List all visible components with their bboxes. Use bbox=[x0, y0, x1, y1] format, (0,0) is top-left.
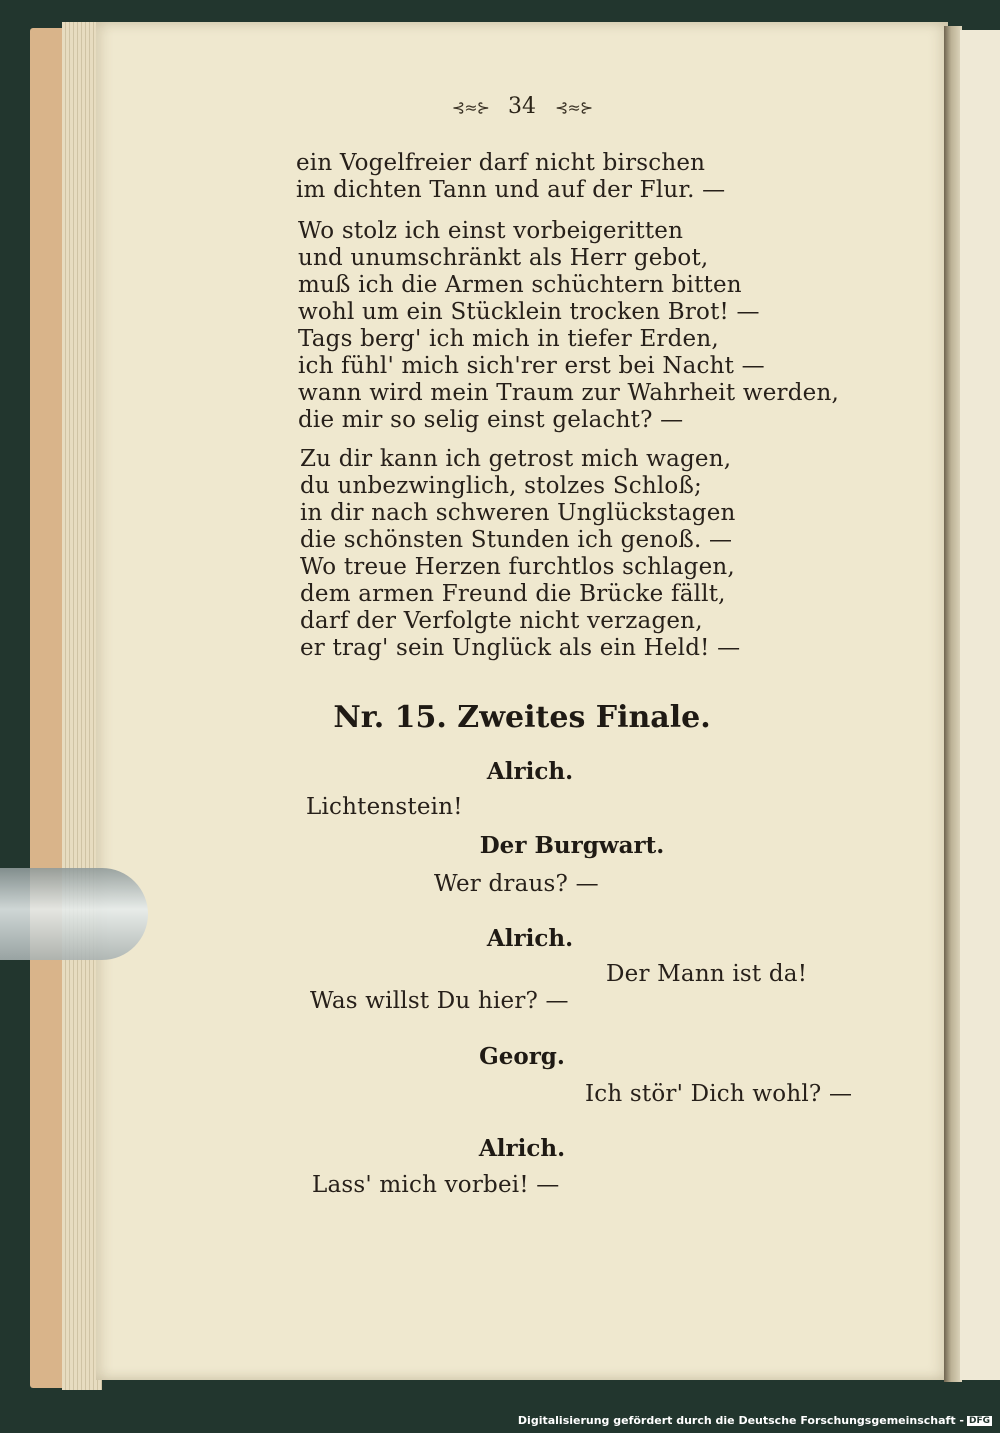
dialogue-line: Ich stör' Dich wohl? — bbox=[585, 1081, 853, 1107]
dialogue-line: Der Mann ist da! bbox=[606, 961, 808, 987]
verse-line: Wo stolz ich einst vorbeigeritten bbox=[298, 218, 684, 244]
verse-line: dem armen Freund die Brücke fällt, bbox=[300, 581, 726, 607]
digitization-credit bbox=[518, 1414, 992, 1427]
ornament-right-icon: ⊰≈⊱ bbox=[555, 97, 593, 117]
dialogue-line: Wer draus? — bbox=[434, 871, 599, 897]
verse-line: ich fühl' mich sich'rer erst bei Nacht — bbox=[298, 353, 765, 379]
speaker-name: Alrich. bbox=[486, 925, 574, 952]
verse-line: er trag' sein Unglück als ein Held! — bbox=[300, 635, 741, 661]
verse-line: die schönsten Stunden ich genoß. — bbox=[300, 527, 733, 553]
next-page-leaf bbox=[960, 30, 1000, 1380]
dfg-logo: DFG bbox=[968, 1416, 990, 1426]
credit-text: Digitalisierung gefördert durch die Deutsche Forschungsgemeinschaft - bbox=[517, 1414, 964, 1427]
page-number: 34 bbox=[508, 94, 536, 119]
dialogue-line: Was willst Du hier? — bbox=[310, 988, 569, 1014]
section-title: Nr. 15. Zweites Finale. bbox=[333, 700, 711, 735]
verse-line: muß ich die Armen schüchtern bitten bbox=[298, 272, 742, 298]
verse-line: du unbezwinglich, stolzes Schloß; bbox=[300, 473, 702, 499]
verse-line: im dichten Tann und auf der Flur. — bbox=[296, 177, 726, 203]
verse-line: darf der Verfolgte nicht verzagen, bbox=[300, 608, 703, 634]
verse-line: die mir so selig einst gelacht? — bbox=[298, 407, 684, 433]
page-header bbox=[96, 94, 948, 119]
speaker-name: Alrich. bbox=[486, 758, 574, 785]
speaker-name: Georg. bbox=[479, 1043, 565, 1070]
dialogue-line: Lichtenstein! bbox=[306, 794, 463, 820]
verse-line: wohl um ein Stücklein trocken Brot! — bbox=[298, 299, 760, 325]
dialogue-line: Lass' mich vorbei! — bbox=[312, 1172, 560, 1198]
verse-line: in dir nach schweren Unglückstagen bbox=[300, 500, 736, 526]
verse-line: ein Vogelfreier darf nicht birschen bbox=[296, 150, 706, 176]
ornament-left-icon: ⊰≈⊱ bbox=[451, 97, 489, 117]
verse-line: wann wird mein Traum zur Wahrheit werden, bbox=[298, 380, 839, 406]
verse-line: Zu dir kann ich getrost mich wagen, bbox=[300, 446, 732, 472]
verse-line: und unumschränkt als Herr gebot, bbox=[298, 245, 709, 271]
verse-line: Wo treue Herzen furchtlos schlagen, bbox=[300, 554, 735, 580]
speaker-name: Der Burgwart. bbox=[479, 832, 665, 859]
speaker-name: Alrich. bbox=[478, 1135, 566, 1162]
verse-line: Tags berg' ich mich in tiefer Erden, bbox=[298, 326, 719, 352]
